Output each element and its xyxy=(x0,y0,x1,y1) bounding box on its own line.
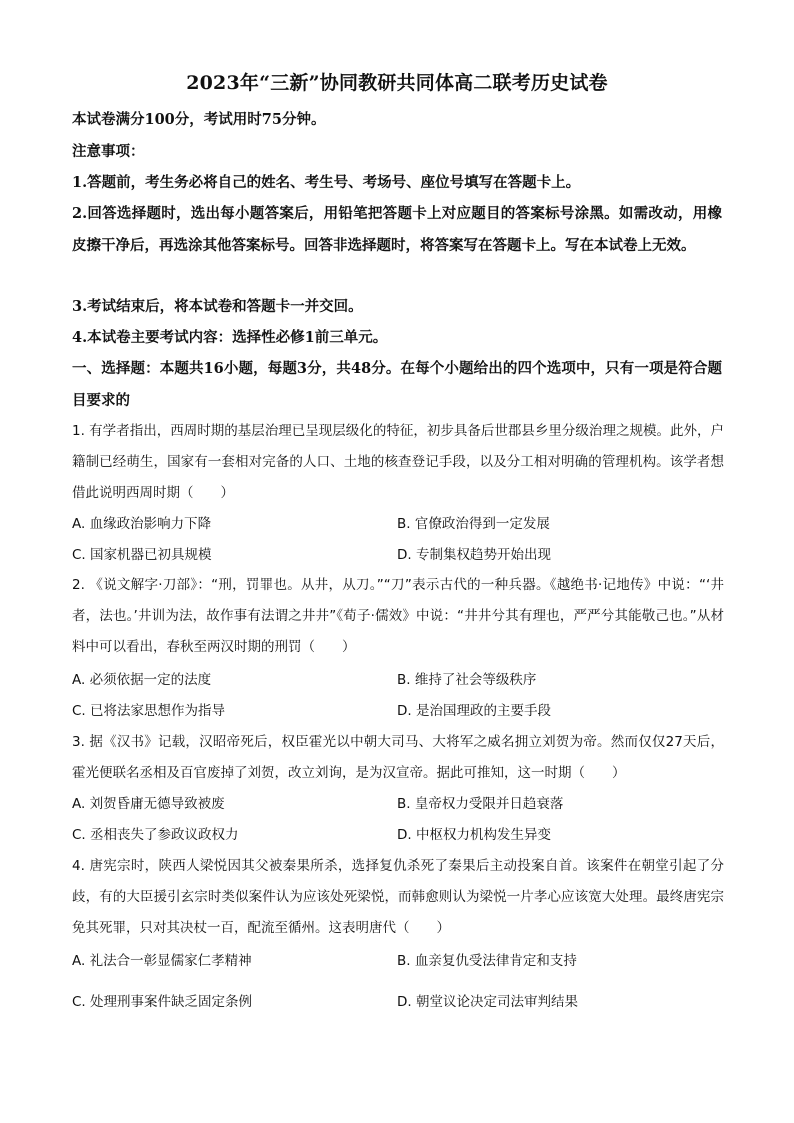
question-3-option-c[interactable]: C. 丞相丧失了参政议政权力 xyxy=(72,827,239,843)
notice-item-4: 4.本试卷主要考试内容：选择性必修1前三单元。 xyxy=(72,329,388,346)
question-4-option-b[interactable]: B. 血亲复仇受法律肯定和支持 xyxy=(397,953,577,969)
question-4-option-d[interactable]: D. 朝堂议论决定司法审判结果 xyxy=(397,994,578,1010)
question-1-option-b[interactable]: B. 官僚政治得到一定发展 xyxy=(397,516,550,532)
question-2-stem: 2. 《说文解字·刀部》：“刑，罚罪也。从井，从刀。”“刀”表示古代的一种兵器。《越绝书·记地传》中说：“‘井者，法也。’井训为法，故作事有法谓之井井”《荀子·儒效》中说：“井井兮其有理也，严严兮其能敬己也。”从材料中可以看出，春秋至两汉时期的刑罚（ ） xyxy=(72,577,724,655)
notice-heading: 注意事项： xyxy=(72,143,145,160)
score-info: 本试卷满分100分，考试用时75分钟。 xyxy=(72,111,326,128)
question-2-option-d[interactable]: D. 是治国理政的主要手段 xyxy=(397,703,551,719)
question-2-option-b[interactable]: B. 维持了社会等级秩序 xyxy=(397,672,537,688)
question-2-option-a[interactable]: A. 必须依据一定的法度 xyxy=(72,672,212,688)
question-1-option-a[interactable]: A. 血缘政治影响力下降 xyxy=(72,516,212,532)
question-4-option-c[interactable]: C. 处理刑事案件缺乏固定条例 xyxy=(72,994,253,1010)
question-3-option-b[interactable]: B. 皇帝权力受限并日趋衰落 xyxy=(397,796,564,812)
question-4-option-a[interactable]: A. 礼法合一彰显儒家仁孝精神 xyxy=(72,953,252,969)
section-heading: 一、选择题：本题共16小题，每题3分，共48分。在每个小题给出的四个选项中，只有一项是符合题目要求的 xyxy=(72,360,722,409)
notice-item-1: 1.答题前，考生务必将自己的姓名、考生号、考场号、座位号填写在答题卡上。 xyxy=(72,174,581,191)
exam-title: 2023年“三新”协同教研共同体高二联考历史试卷 xyxy=(186,72,608,94)
question-1-option-c[interactable]: C. 国家机器已初具规模 xyxy=(72,547,212,563)
question-3-option-d[interactable]: D. 中枢权力机构发生异变 xyxy=(397,827,551,843)
question-4-stem: 4. 唐宪宗时，陕西人梁悦因其父被秦果所杀，选择复仇杀死了秦果后主动投案自首。该案件在朝堂引起了分歧，有的大臣援引玄宗时类似案件认为应该处死梁悦，而韩愈则认为梁悦一片孝心应该宽大处理。最终唐宪宗免其死罪，只对其决杖一百，配流至循州。这表明唐代（ ） xyxy=(72,858,724,936)
question-3-option-a[interactable]: A. 刘贺昏庸无德导致被废 xyxy=(72,796,225,812)
question-1-stem: 1. 有学者指出，西周时期的基层治理已呈现层级化的特征，初步具备后世郡县乡里分级治理之规模。此外，户籍制已经萌生，国家有一套相对完备的人口、土地的核查登记手段，以及分工相对明确的管理机构。该学者想借此说明西周时期（ ） xyxy=(72,423,724,501)
question-3-stem: 3. 据《汉书》记载，汉昭帝死后，权臣霍光以中朝大司马、大将军之威名拥立刘贺为帝。然而仅仅27天后，霍光便联名丞相及百官废掉了刘贺，改立刘询，是为汉宣帝。据此可推知，这一时期（ ） xyxy=(72,734,724,781)
notice-item-3: 3.考试结束后，将本试卷和答题卡一并交回。 xyxy=(72,298,363,315)
question-1-option-d[interactable]: D. 专制集权趋势开始出现 xyxy=(397,547,551,563)
notice-item-2: 2.回答选择题时，选出每小题答案后，用铅笔把答题卡上对应题目的答案标号涂黑。如需改动，用橡皮擦干净后，再选涂其他答案标号。回答非选择题时，将答案写在答题卡上。写在本试卷上无效。 xyxy=(72,205,722,254)
question-2-option-c[interactable]: C. 已将法家思想作为指导 xyxy=(72,703,226,719)
